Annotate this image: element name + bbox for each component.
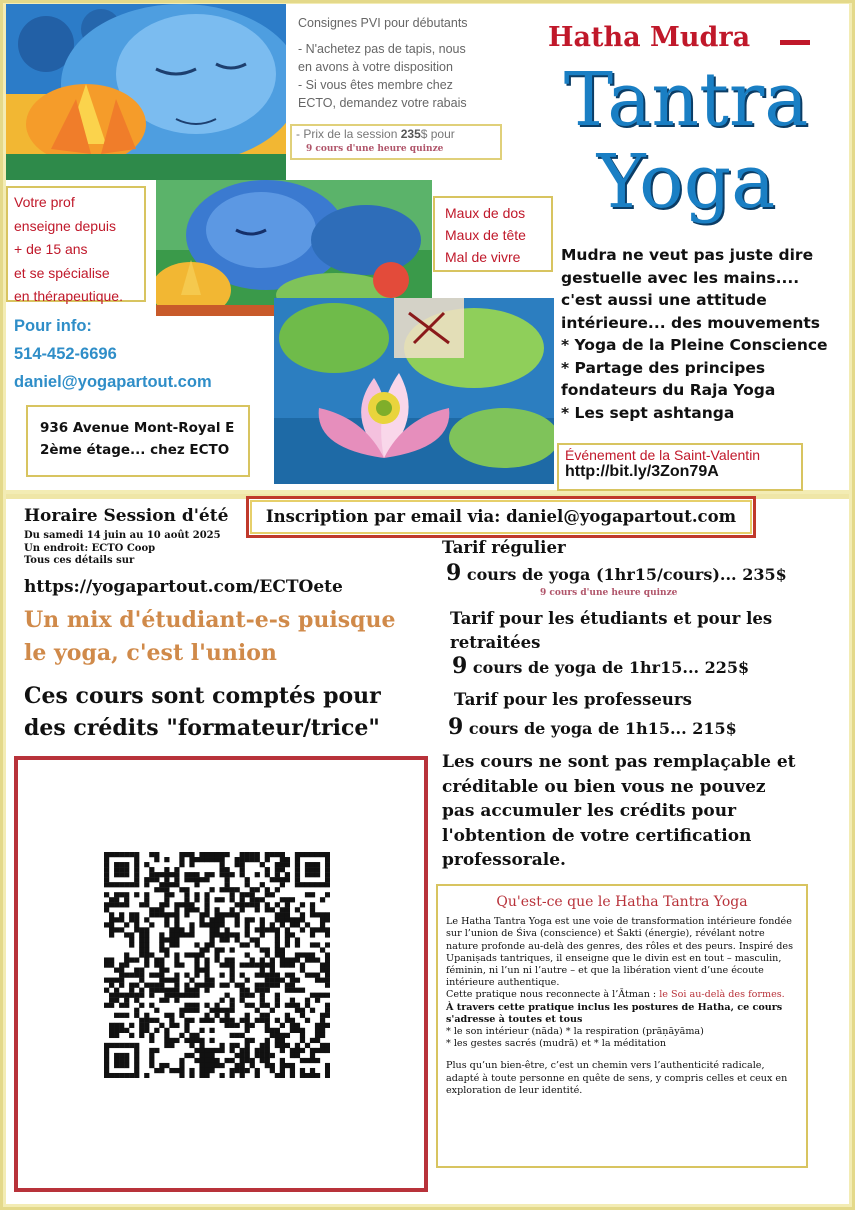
- title-dash: [780, 40, 810, 45]
- what-para: Le Hatha Tantra Yoga est une voie de transformation intérieure fondée sur l’union de Śiva (conscience) et Śakti (énergie), révélant notre nature profonde au-delà des genres, des rôles et des peurs. Inspiré des Upaniṣads tantriques, il enseigne que le divin est en tout – masculin, féminin, ni l’un ni l’autre – et que la libération vient d’une écoute intérieure authentique.: [446, 916, 794, 989]
- tarif-prof-line: [448, 714, 737, 740]
- qr-code-frame: [14, 756, 428, 1192]
- mix-line: Un mix d'étudiant-e-s puisque: [24, 607, 396, 633]
- buddha-face-painting: [6, 4, 286, 180]
- consignes-title: Consignes PVI pour débutants: [298, 16, 468, 30]
- prix-prefix: - Prix de la session: [296, 127, 398, 141]
- horaire-details: [24, 530, 221, 568]
- prof-box: [6, 186, 146, 302]
- blue-buddha-painting: [156, 180, 432, 316]
- credits-line: Ces cours sont comptés pour: [24, 683, 381, 709]
- prix-sub: 9 cours d'une heure quinze: [306, 144, 444, 154]
- mix-line: le yoga, c'est l'union: [24, 640, 277, 666]
- tarif-prof-num: 9: [448, 714, 464, 740]
- tarif-student-text: cours de yoga de 1hr15... 225$: [472, 658, 750, 677]
- horaire-dates: Du samedi 14 juin au 10 août 2025: [24, 530, 221, 541]
- what-para-2: [446, 989, 798, 1001]
- policy-text: [442, 750, 822, 873]
- prof-line: Votre prof: [14, 194, 75, 210]
- consignes-line: - Si vous êtes membre chez: [298, 78, 453, 92]
- tarif-regular-sub: 9 cours d'une heure quinze: [540, 588, 678, 598]
- maux-box: [433, 196, 553, 272]
- title-yoga: Yoga: [596, 139, 776, 225]
- horaire-title: Horaire Session d'été: [24, 506, 229, 526]
- policy-line: Les cours ne sont pas remplaçable et: [442, 752, 796, 772]
- prix-amount: 235: [400, 127, 421, 141]
- prix-box: [290, 124, 502, 160]
- consignes-line: - N'achetez pas de tapis, nous: [298, 42, 466, 56]
- title-hatha-mudra: Hatha Mudra: [548, 22, 751, 53]
- tarif-student-line: [452, 653, 749, 679]
- what-is-title: Qu'est-ce que le Hatha Tantra Yoga: [496, 894, 748, 910]
- tarif-regular-line: [446, 560, 787, 586]
- event-label: Événement de la Saint-Valentin: [565, 447, 761, 463]
- policy-line: pas accumuler les crédits pour: [442, 801, 737, 821]
- prof-line: et se spécialise: [14, 264, 110, 281]
- prof-line: enseigne depuis: [14, 217, 116, 234]
- tarif-regular-title: Tarif régulier: [442, 538, 566, 557]
- tarif-prof-title: Tarif pour les professeurs: [454, 690, 692, 709]
- tarif-student-num: 9: [452, 653, 468, 679]
- tarif-student-title-1: Tarif pour les étudiants et pour les: [450, 609, 773, 628]
- mudra-line: gestuelle avec les mains....: [561, 268, 800, 287]
- horaire-place: Un endroit: ECTO Coop: [24, 542, 156, 554]
- address-line: 2ème étage... chez ECTO: [40, 442, 230, 458]
- credits-line: des crédits "formateur/trice": [24, 715, 380, 741]
- mudra-line: intérieure... des mouvements: [561, 313, 821, 332]
- mudra-line: Mudra ne veut pas juste dire: [561, 246, 814, 264]
- address-box: [26, 405, 250, 477]
- what-para-4: * le son intérieur (nāda) * la respiration (prāṇāyāma): [446, 1026, 704, 1038]
- tarif-student-title-2: retraitées: [450, 633, 541, 652]
- lotus-painting: [274, 298, 554, 484]
- qr-code[interactable]: [104, 852, 330, 1078]
- maux-line: Maux de dos: [445, 205, 526, 221]
- mix-text: [24, 604, 424, 670]
- title-tantra: Tantra: [563, 57, 809, 143]
- info-phone[interactable]: 514-452-6696: [14, 345, 117, 363]
- mudra-line: c'est aussi une attitude: [561, 291, 767, 309]
- what-para-5: * les gestes sacrés (mudrā) et * la méditation: [446, 1038, 667, 1050]
- policy-line: l'obtention de votre certification: [442, 825, 752, 846]
- event-box: [557, 443, 803, 491]
- what-p2b: le Soi au-delà des formes.: [659, 989, 785, 1001]
- prof-line: en thérapeutique.: [14, 288, 123, 304]
- what-is-box: [436, 884, 808, 1168]
- event-url[interactable]: http://bit.ly/3Zon79A: [565, 463, 719, 480]
- credits-text: [24, 680, 434, 744]
- mudra-line: fondateurs du Raja Yoga: [561, 381, 776, 399]
- consignes-block: [298, 14, 528, 112]
- mudra-line: * Partage des principes: [561, 358, 766, 377]
- policy-line: créditable ou bien vous ne pouvez: [442, 776, 766, 797]
- mudra-description: [561, 244, 851, 424]
- tarif-regular-num: 9: [446, 560, 462, 586]
- maux-line: Maux de tête: [445, 227, 526, 243]
- tarif-prof-text: cours de yoga de 1h15... 215$: [468, 719, 737, 738]
- info-email[interactable]: daniel@yogapartout.com: [14, 373, 212, 391]
- consignes-line: en avons à votre disposition: [298, 60, 453, 74]
- inscription-banner[interactable]: Inscription par email via: daniel@yogapartout.com: [246, 496, 756, 538]
- policy-line: professorale.: [442, 850, 566, 870]
- tarif-student-title: [450, 607, 772, 655]
- consignes-line: ECTO, demandez votre rabais: [298, 96, 467, 110]
- what-para-3: À travers cette pratique inclus les postures de Hatha, ce cours s'adresse à toutes et tous: [446, 1001, 783, 1025]
- prof-line: + de 15 ans: [14, 241, 88, 257]
- info-label: Pour info:: [14, 317, 92, 335]
- horaire-url[interactable]: https://yogapartout.com/ECTOete: [24, 577, 343, 597]
- maux-line: Mal de vivre: [445, 249, 521, 265]
- what-para-6: Plus qu’un bien-être, c’est un chemin vers l’authenticité radicale, adapté à toute personne en quête de sens, y compris celles et ceux en exploration de leur identité.: [446, 1060, 788, 1096]
- mudra-line: * Yoga de la Pleine Conscience: [561, 336, 828, 354]
- what-p2a: Cette pratique nous reconnecte à l’Ātman :: [446, 989, 660, 1001]
- info-block: [14, 312, 274, 396]
- address-line: 936 Avenue Mont-Royal E: [40, 420, 235, 436]
- horaire-more: Tous ces détails sur: [24, 555, 135, 566]
- mudra-line: * Les sept ashtanga: [561, 403, 735, 422]
- prix-suffix: $ pour: [420, 127, 455, 141]
- tarif-regular-text: cours de yoga (1hr15/cours)... 235$: [466, 565, 787, 584]
